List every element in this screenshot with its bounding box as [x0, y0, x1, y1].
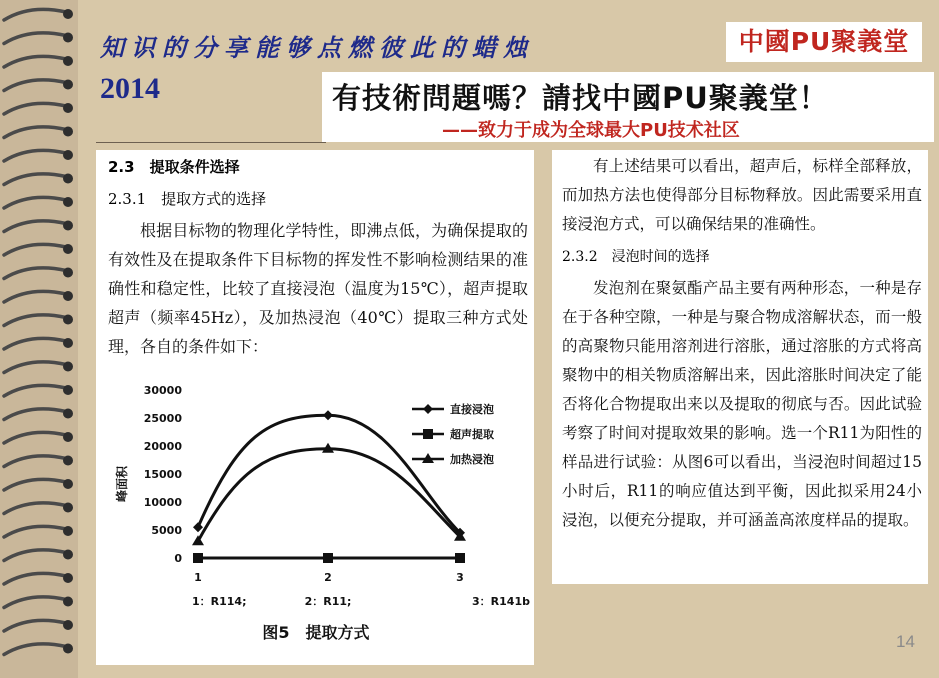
binding-hole — [63, 150, 73, 160]
ad-slogan: ——致力于成为全球最大PU技术社区 — [442, 120, 740, 141]
spiral-coil — [4, 644, 66, 655]
result-paragraph: 有上述结果可以看出，超声后，标样全部释放，而加热方法也使得部分目标物释放。因此需要采用直接浸泡方式，可以确保结果的准确性。 — [562, 157, 922, 233]
spiral-coil — [4, 385, 66, 396]
x-sample-label: 2：R11; — [304, 595, 352, 608]
binding-hole — [63, 550, 73, 560]
extraction-method-chart — [96, 378, 534, 665]
spiral-coil — [4, 432, 66, 443]
section-heading: 2.3 提取条件选择 — [108, 158, 240, 176]
subsection-heading-soak-time: 2.3.2 浸泡时间的选择 — [562, 249, 710, 265]
page-number: 14 — [896, 632, 915, 651]
brand-logo: 中國PU聚義堂 — [726, 22, 922, 62]
binding-hole — [63, 103, 73, 113]
spiral-coil — [4, 268, 66, 279]
binding-hole — [63, 221, 73, 231]
body-paragraph: 根据目标物的物理化学特性，即沸点低，为确保提取的有效性及在提取条件下目标物的挥发性不影响检测结果的准确性和稳定性，比较了直接浸泡（温度为15℃），超声提取超声（频率45Hz），及加热浸泡（40℃）提取三种方式处理，各自的条件如下： — [108, 221, 528, 356]
spiral-coil — [4, 103, 66, 114]
right-text-panel — [552, 150, 928, 584]
binding-hole — [63, 456, 73, 466]
data-point-diamond — [193, 522, 203, 532]
binding-hole — [63, 315, 73, 325]
series-line-triangle — [198, 449, 460, 541]
spiral-coil — [4, 9, 66, 20]
y-tick-label: 0 — [174, 552, 182, 565]
binding-hole — [63, 338, 73, 348]
spiral-coil — [4, 362, 66, 373]
spiral-coil — [4, 573, 66, 584]
spiral-coil — [4, 33, 66, 44]
spiral-binding — [0, 0, 86, 678]
legend-label: 超声提取 — [450, 428, 494, 441]
ad-headline: 有技術問題嗎？請找中國PU聚義堂！ — [332, 81, 829, 115]
spiral-coil — [4, 244, 66, 255]
spiral-coil — [4, 315, 66, 326]
binding-hole — [63, 503, 73, 513]
binding-hole — [63, 597, 73, 607]
binding-hole — [63, 33, 73, 43]
spiral-coil — [4, 56, 66, 67]
data-point-square — [193, 553, 203, 563]
binding-hole — [63, 268, 73, 278]
spiral-coil — [4, 197, 66, 208]
divider-line — [96, 142, 326, 143]
y-tick-label: 10000 — [143, 496, 182, 509]
spiral-coil — [4, 409, 66, 420]
ad-banner[interactable] — [322, 72, 934, 142]
legend-label: 加热浸泡 — [450, 453, 494, 466]
binding-hole — [63, 80, 73, 90]
data-point-square — [323, 553, 333, 563]
binding-hole — [63, 409, 73, 419]
legend-label: 直接浸泡 — [450, 403, 494, 416]
binding-hole — [63, 479, 73, 489]
y-tick-label: 30000 — [143, 384, 182, 397]
x-sample-label: 3：R141b — [472, 595, 530, 608]
x-tick-label: 2 — [324, 571, 332, 584]
binding-hole — [63, 127, 73, 137]
slide-title: 知识的分享能够点燃彼此的蜡烛 — [100, 33, 534, 62]
y-tick-label: 5000 — [151, 524, 182, 537]
spiral-coil — [4, 479, 66, 490]
y-tick-label: 20000 — [143, 440, 182, 453]
binding-hole — [63, 573, 73, 583]
binding-hole — [63, 197, 73, 207]
binding-hole — [63, 174, 73, 184]
chart-caption: 图5 提取方式 — [262, 623, 370, 642]
y-tick-label: 25000 — [143, 412, 182, 425]
soak-time-paragraph: 发泡剂在聚氨酯产品主要有两种形态，一种是存在于各种空隙，一种是与聚合物成溶解状态，而一般的高聚物只能用溶剂进行溶胀，通过溶胀的方式将高聚物中的相关物质溶解出来，因此溶胀时间决定了能否将化合物提取出来以及提取的彻底与否。因此试验考察了时间对提取效果的影响。选一个R11为阳性的样品进行试验：从图6可以看出，当浸泡时间超过15小时后，R11的响应值达到平衡，因此拟采用24小浸泡，以便充分提取，并可涵盖高浓度样品的提取。 — [562, 279, 922, 529]
binding-hole — [63, 432, 73, 442]
y-axis-label: 峰面积 — [115, 465, 129, 503]
subsection-heading: 2.3.1 提取方式的选择 — [108, 190, 267, 208]
binding-hole — [63, 291, 73, 301]
binding-hole — [63, 385, 73, 395]
spiral-coil — [4, 80, 66, 91]
binding-hole — [63, 56, 73, 66]
spiral-coil — [4, 526, 66, 537]
x-tick-label: 1 — [194, 571, 202, 584]
x-tick-label: 3 — [456, 571, 464, 584]
spiral-coil — [4, 127, 66, 138]
left-text-panel — [96, 150, 534, 665]
binding-hole — [63, 526, 73, 536]
data-point-square — [455, 553, 465, 563]
slide-year: 2014 — [100, 72, 160, 105]
spiral-coil — [4, 503, 66, 514]
spiral-coil — [4, 174, 66, 185]
binding-hole — [63, 620, 73, 630]
spiral-coil — [4, 291, 66, 302]
binding-hole — [63, 644, 73, 654]
spiral-coil — [4, 150, 66, 161]
data-point-diamond — [323, 410, 333, 420]
binding-hole — [63, 9, 73, 19]
y-tick-label: 15000 — [143, 468, 182, 481]
binding-hole — [63, 362, 73, 372]
spiral-coil — [4, 338, 66, 349]
binding-hole — [63, 244, 73, 254]
spiral-coil — [4, 620, 66, 631]
spiral-coil — [4, 221, 66, 232]
spiral-coil — [4, 597, 66, 608]
spiral-coil — [4, 456, 66, 467]
spiral-coil — [4, 550, 66, 561]
x-sample-label: 1：R114; — [192, 595, 247, 608]
